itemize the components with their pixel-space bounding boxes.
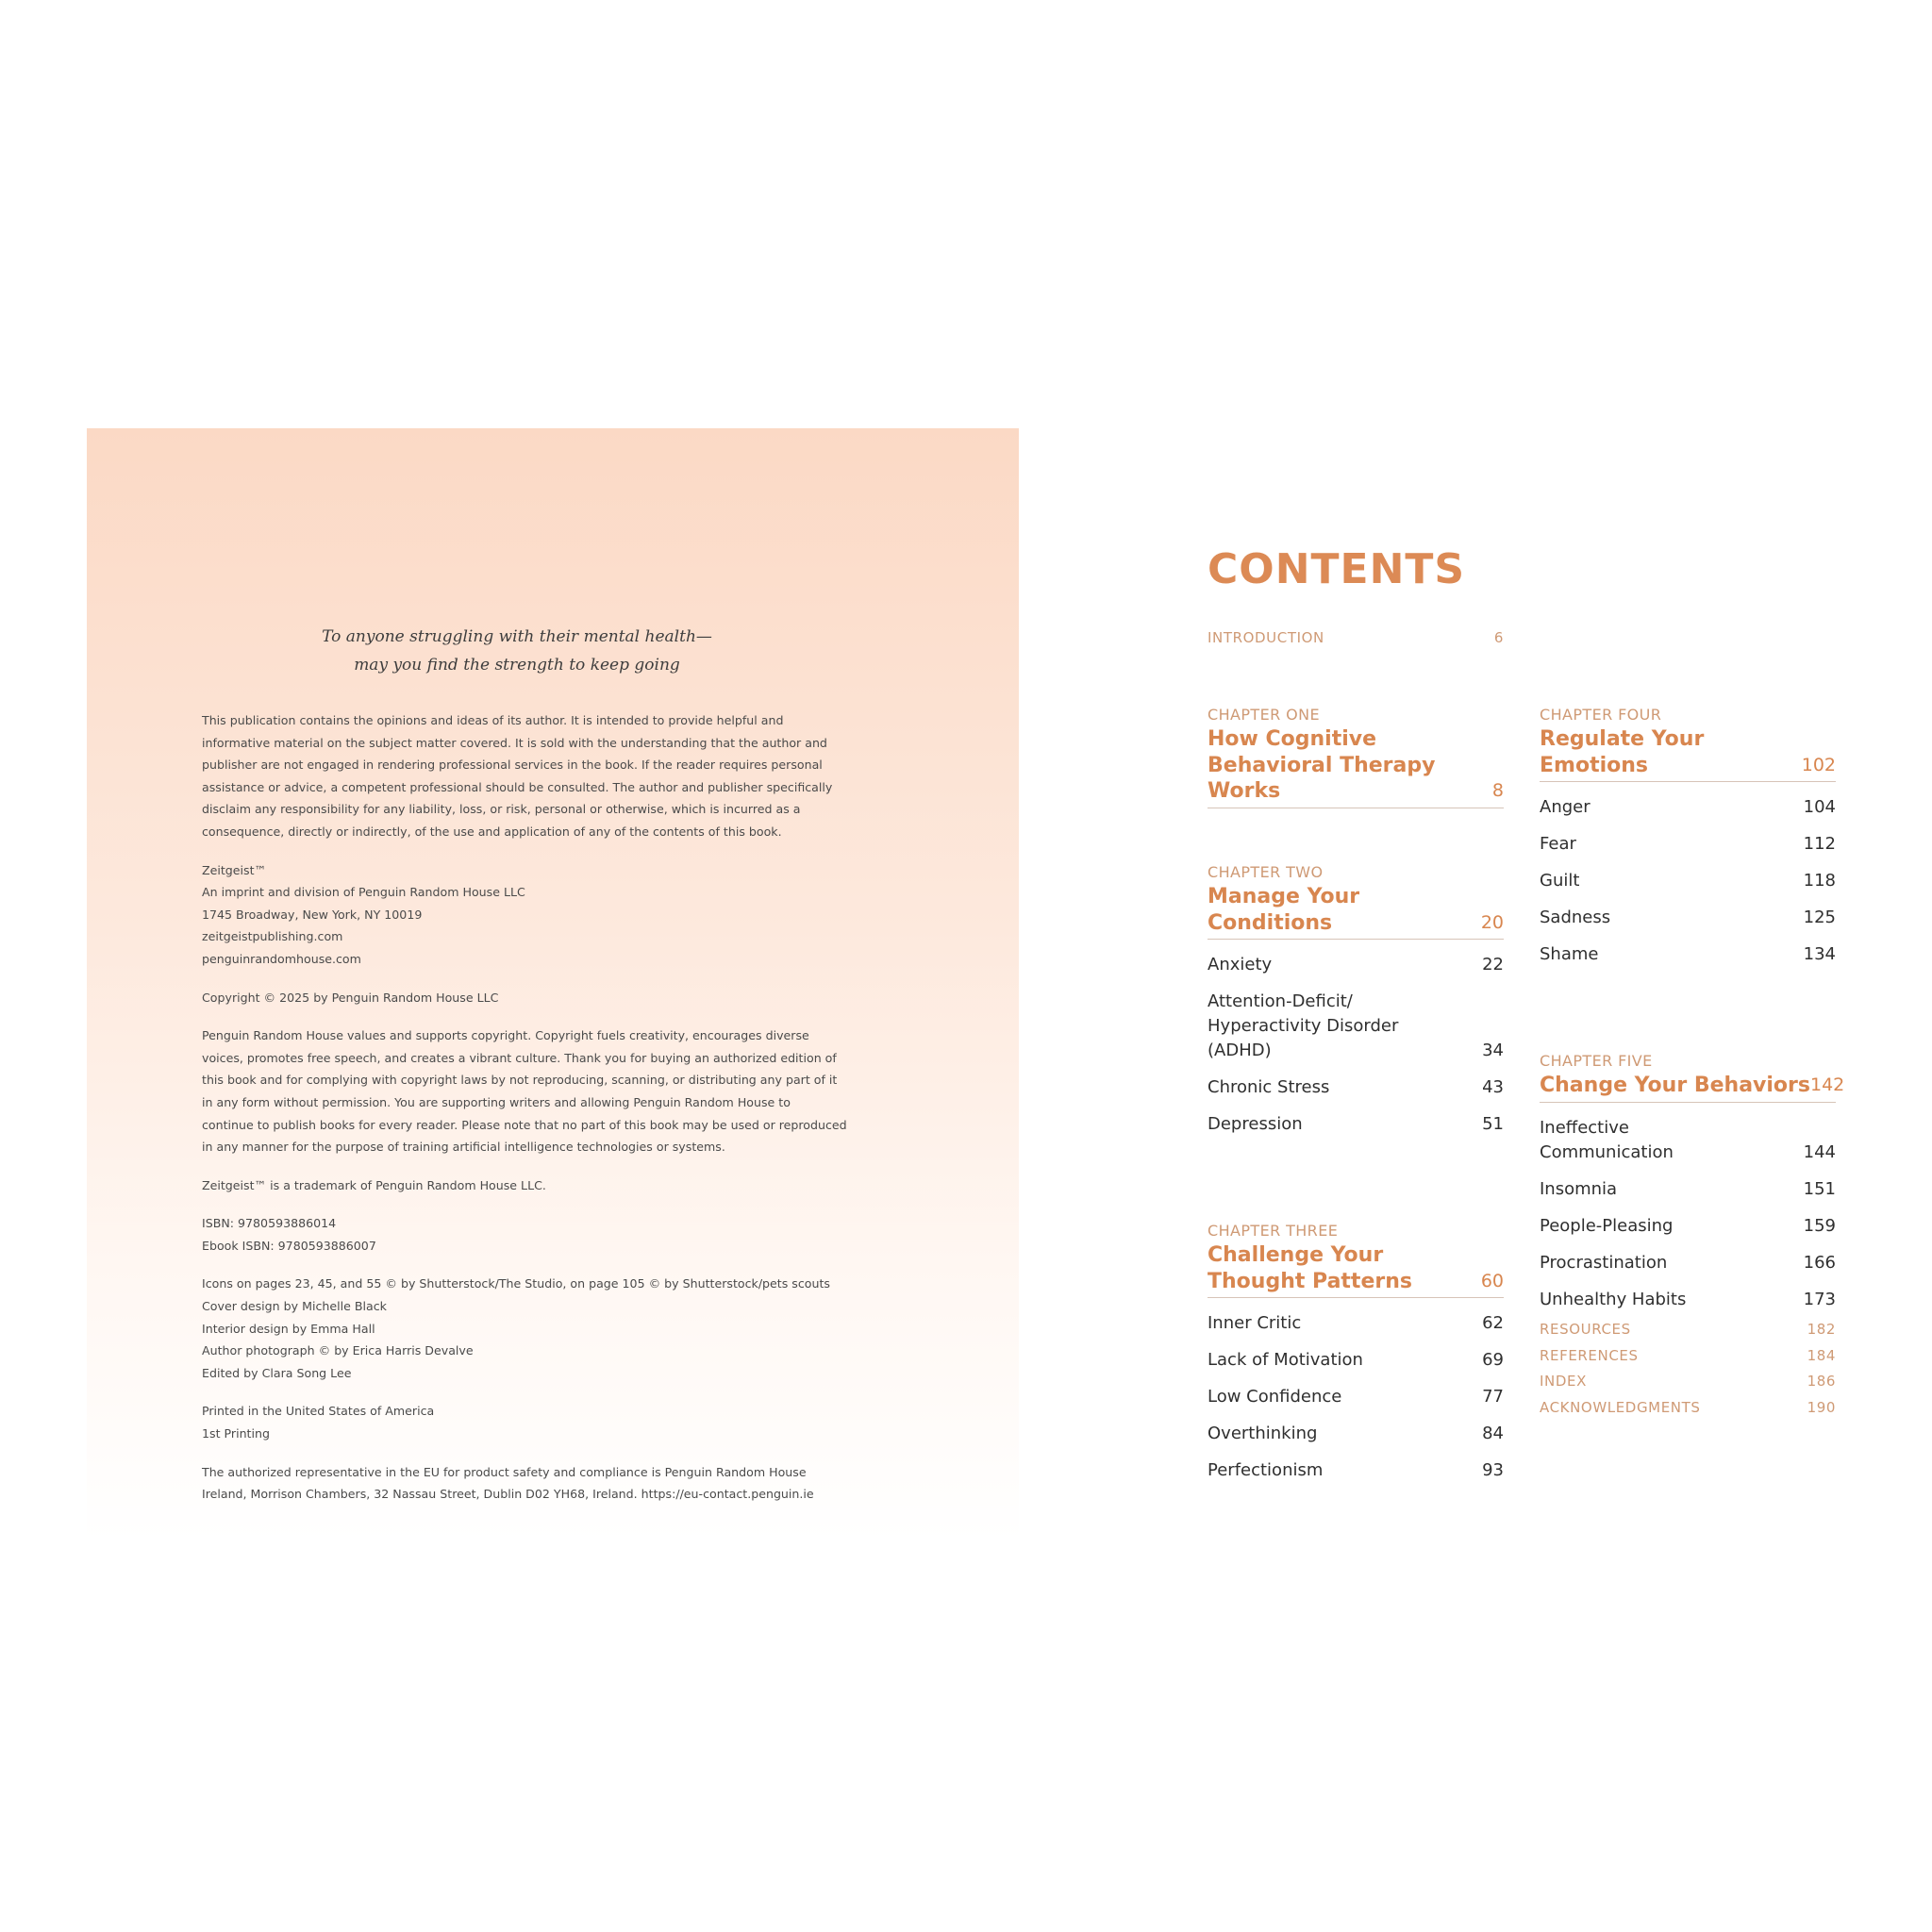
copyright-paragraph: [202, 1024, 847, 1158]
copyright-line: The authorized representative in the EU for product safety and compliance is Penguin Random House: [202, 1464, 807, 1479]
toc-entry-page: 77: [1482, 1387, 1504, 1407]
toc-entry[interactable]: [1208, 1458, 1504, 1483]
chapter-items: [1540, 1116, 1836, 1312]
copyright-line: continue to publish books for every reader. Please note that no part of this book may be used or reproduced: [202, 1117, 847, 1132]
toc-entry-title: Shame: [1540, 944, 1599, 964]
copyright-line: Ireland, Morrison Chambers, 32 Nassau Street, Dublin D02 YH68, Ireland. https://eu-contact.penguin.ie: [202, 1487, 814, 1502]
toc-entry-title: Perfectionism: [1208, 1460, 1324, 1480]
toc-entry-title: Sadness: [1540, 908, 1611, 927]
chapter-items: [1208, 953, 1504, 1137]
toc-entry-title: Attention-Deficit/ Hyperactivity Disorder (ADHD): [1208, 991, 1399, 1060]
copyright-line: Copyright © 2025 by Penguin Random House LLC: [202, 990, 499, 1005]
toc-entry-page: 22: [1482, 955, 1504, 974]
toc-entry-title: Ineffective Communication: [1540, 1117, 1674, 1162]
toc-entry-title: Depression: [1208, 1114, 1303, 1134]
toc-entry-title: Unhealthy Habits: [1540, 1289, 1687, 1309]
chapter-label: CHAPTER FIVE: [1540, 1052, 1653, 1070]
chapter-label: CHAPTER ONE: [1208, 706, 1320, 724]
toc-entry-title: Overthinking: [1208, 1424, 1318, 1443]
copyright-line: Penguin Random House values and supports copyright. Copyright fuels creativity, encourages diverse: [202, 1028, 809, 1043]
chapter-three: [1208, 1220, 1504, 1483]
copyright-paragraph: [202, 859, 840, 971]
toc-entry-title: Anxiety: [1208, 955, 1273, 974]
toc-entry-page: 34: [1482, 1041, 1504, 1060]
copyright-line: disclaim any responsibility for any liability, loss, or risk, personal or otherwise, which is incurred as a: [202, 802, 801, 817]
copyright-line: voices, promotes free speech, and creates a vibrant culture. Thank you for buying an authorized edition of: [202, 1050, 837, 1065]
back-matter: [1540, 1317, 1836, 1421]
toc-entry-page: 125: [1803, 908, 1836, 927]
chapter-title-row[interactable]: [1208, 884, 1504, 940]
toc-entry-title: Fear: [1540, 834, 1576, 854]
copyright-paragraph: [202, 1400, 840, 1444]
toc-entry-page: 118: [1803, 871, 1836, 891]
copyright-line: Edited by Clara Song Lee: [202, 1365, 352, 1380]
toc-back-matter-title: INDEX: [1540, 1373, 1587, 1390]
copyright-line: assistance or advice, a competent professional should be consulted. The author and publisher specifically: [202, 779, 833, 794]
toc-entry[interactable]: [1208, 1311, 1504, 1336]
chapter-page: 60: [1480, 1270, 1504, 1291]
toc-entry-title: Guilt: [1540, 871, 1580, 891]
toc-entry[interactable]: [1208, 953, 1504, 977]
copyright-line: 1745 Broadway, New York, NY 10019: [202, 907, 423, 922]
copyright-line: Interior design by Emma Hall: [202, 1321, 375, 1336]
copyright-text: [202, 709, 847, 1522]
toc-entry[interactable]: [1540, 832, 1836, 857]
copyright-paragraph: [202, 1273, 840, 1384]
toc-entry-title: Chronic Stress: [1208, 1077, 1330, 1097]
toc-entry-page: 112: [1803, 834, 1836, 854]
chapter-two: [1208, 861, 1504, 1137]
toc-entry-page: 84: [1482, 1424, 1504, 1443]
toc-back-matter-entry[interactable]: [1540, 1369, 1836, 1395]
dedication: [87, 623, 947, 679]
copyright-line: Ebook ISBN: 9780593886007: [202, 1238, 376, 1253]
toc-entry-page: 134: [1803, 944, 1836, 964]
chapter-title-row[interactable]: [1540, 1073, 1845, 1103]
toc-entry[interactable]: [1540, 906, 1836, 930]
chapter-four: [1540, 704, 1836, 967]
toc-entry-page: 69: [1482, 1350, 1504, 1370]
toc-entry[interactable]: [1540, 1214, 1836, 1239]
chapter-items: [1540, 795, 1836, 967]
toc-entry-page: 93: [1482, 1460, 1504, 1480]
chapter-one: [1208, 704, 1504, 808]
toc-entry[interactable]: [1540, 1116, 1836, 1165]
chapter-title-row[interactable]: [1208, 726, 1504, 808]
toc-entry[interactable]: [1540, 1288, 1836, 1312]
chapter-title: Change Your Behaviors: [1540, 1074, 1810, 1097]
toc-introduction[interactable]: [1208, 625, 1504, 652]
toc-back-matter-title: REFERENCES: [1540, 1346, 1639, 1364]
chapter-title-row[interactable]: [1208, 1242, 1504, 1298]
copyright-paragraph: [202, 1461, 840, 1506]
toc-entry-page: 104: [1803, 797, 1836, 817]
chapter-page: 8: [1491, 780, 1504, 801]
copyright-line: Cover design by Michelle Black: [202, 1299, 387, 1314]
copyright-line: Zeitgeist™: [202, 862, 267, 877]
chapter-label: CHAPTER THREE: [1208, 1222, 1339, 1240]
toc-back-matter-page: 186: [1807, 1373, 1836, 1390]
copyright-line: 1st Printing: [202, 1426, 270, 1441]
chapter-label: CHAPTER TWO: [1208, 863, 1324, 881]
copyright-line: informative material on the subject matter covered. It is sold with the understanding that the author and: [202, 735, 827, 750]
copyright-line: Printed in the United States of America: [202, 1404, 435, 1419]
chapter-title: Regulate Your Emotions: [1540, 727, 1705, 777]
toc-back-matter-entry[interactable]: [1540, 1343, 1836, 1370]
copyright-paragraph: [202, 1174, 840, 1197]
toc-entry-title: People-Pleasing: [1540, 1215, 1674, 1236]
toc-entry-title: Low Confidence: [1208, 1387, 1342, 1407]
toc-back-matter-page: 184: [1807, 1346, 1836, 1364]
chapter-title: Manage Your Conditions: [1208, 885, 1360, 935]
chapter-title: Challenge Your Thought Patterns: [1208, 1243, 1412, 1293]
toc-entry[interactable]: [1540, 942, 1836, 967]
toc-entry[interactable]: [1540, 795, 1836, 820]
chapter-page: 102: [1801, 754, 1836, 775]
toc-entry-title: Lack of Motivation: [1208, 1350, 1363, 1370]
chapter-title: How Cognitive Behavioral Therapy Works: [1208, 727, 1436, 803]
toc-entry[interactable]: [1540, 1251, 1836, 1275]
copyright-line: Icons on pages 23, 45, and 55 © by Shutterstock/The Studio, on page 105 © by Shutterstock/pets scouts: [202, 1276, 830, 1291]
toc-entry-title: Anger: [1540, 797, 1591, 817]
toc-entry-page: 51: [1482, 1114, 1504, 1134]
toc-entry-page: 159: [1803, 1215, 1836, 1236]
copyright-line: Zeitgeist™ is a trademark of Penguin Random House LLC.: [202, 1177, 546, 1192]
dedication-line: To anyone struggling with their mental health—: [322, 627, 712, 646]
copyright-line: in any manner for the purpose of training artificial intelligence technologies or systems.: [202, 1140, 725, 1155]
toc-entry-page: 43: [1482, 1077, 1504, 1097]
toc-entry[interactable]: [1208, 1385, 1504, 1409]
copyright-line: in any form without permission. You are supporting writers and allowing Penguin Random House to: [202, 1094, 791, 1109]
toc-entry[interactable]: [1208, 1422, 1504, 1446]
chapter-page: 142: [1809, 1074, 1845, 1095]
toc-back-matter-page: 182: [1807, 1321, 1836, 1338]
toc-introduction-label: INTRODUCTION: [1208, 629, 1324, 646]
chapter-title-row[interactable]: [1540, 726, 1836, 782]
toc-entry-page: 151: [1803, 1178, 1836, 1199]
copyright-line: ISBN: 9780593886014: [202, 1216, 337, 1231]
chapter-label: CHAPTER FOUR: [1540, 706, 1662, 724]
copyright-line: This publication contains the opinions and ideas of its author. It is intended to provide helpful and: [202, 713, 784, 727]
dedication-line: may you find the strength to keep going: [354, 656, 680, 675]
toc-entry-title: Insomnia: [1540, 1178, 1618, 1199]
toc-back-matter-entry[interactable]: [1540, 1395, 1836, 1422]
toc-introduction-page: 6: [1493, 629, 1504, 646]
toc-entry[interactable]: [1540, 1177, 1836, 1202]
copyright-line: this book and for complying with copyright laws by not reproducing, scanning, or distributing any part of it: [202, 1073, 838, 1088]
toc-back-matter-title: RESOURCES: [1540, 1321, 1631, 1338]
toc-back-matter-title: ACKNOWLEDGMENTS: [1540, 1398, 1701, 1416]
toc-entry[interactable]: [1540, 869, 1836, 893]
chapter-items: [1208, 1311, 1504, 1483]
toc-entry[interactable]: [1208, 1348, 1504, 1373]
copyright-paragraph: [202, 709, 840, 843]
chapter-five: [1540, 1050, 1845, 1312]
copyright-line: publisher are not engaged in rendering professional services in the book. If the reader requires personal: [202, 758, 823, 773]
toc-entry[interactable]: [1208, 990, 1504, 1063]
toc-entry-page: 173: [1803, 1289, 1836, 1309]
copyright-line: An imprint and division of Penguin Random House LLC: [202, 885, 525, 900]
copyright-paragraph: [202, 987, 840, 1009]
contents-column-left: [1208, 625, 1504, 652]
toc-entry-page: 144: [1803, 1141, 1836, 1162]
toc-entry-title: Procrastination: [1540, 1252, 1668, 1273]
contents-heading: CONTENTS: [1208, 545, 1466, 593]
copyright-line: consequence, directly or indirectly, of the use and application of any of the contents of this book.: [202, 824, 782, 839]
copyright-line: Author photograph © by Erica Harris Devalve: [202, 1343, 474, 1358]
toc-entry[interactable]: [1208, 1075, 1504, 1100]
copyright-paragraph: [202, 1212, 840, 1257]
copyright-line: zeitgeistpublishing.com: [202, 929, 343, 944]
toc-back-matter-entry[interactable]: [1540, 1317, 1836, 1343]
toc-entry-title: Inner Critic: [1208, 1313, 1302, 1333]
toc-entry-page: 62: [1482, 1313, 1504, 1333]
toc-entry-page: 166: [1803, 1252, 1836, 1273]
copyright-line: penguinrandomhouse.com: [202, 951, 361, 966]
toc-entry[interactable]: [1208, 1112, 1504, 1137]
chapter-page: 20: [1480, 911, 1504, 933]
toc-back-matter-page: 190: [1807, 1398, 1836, 1416]
